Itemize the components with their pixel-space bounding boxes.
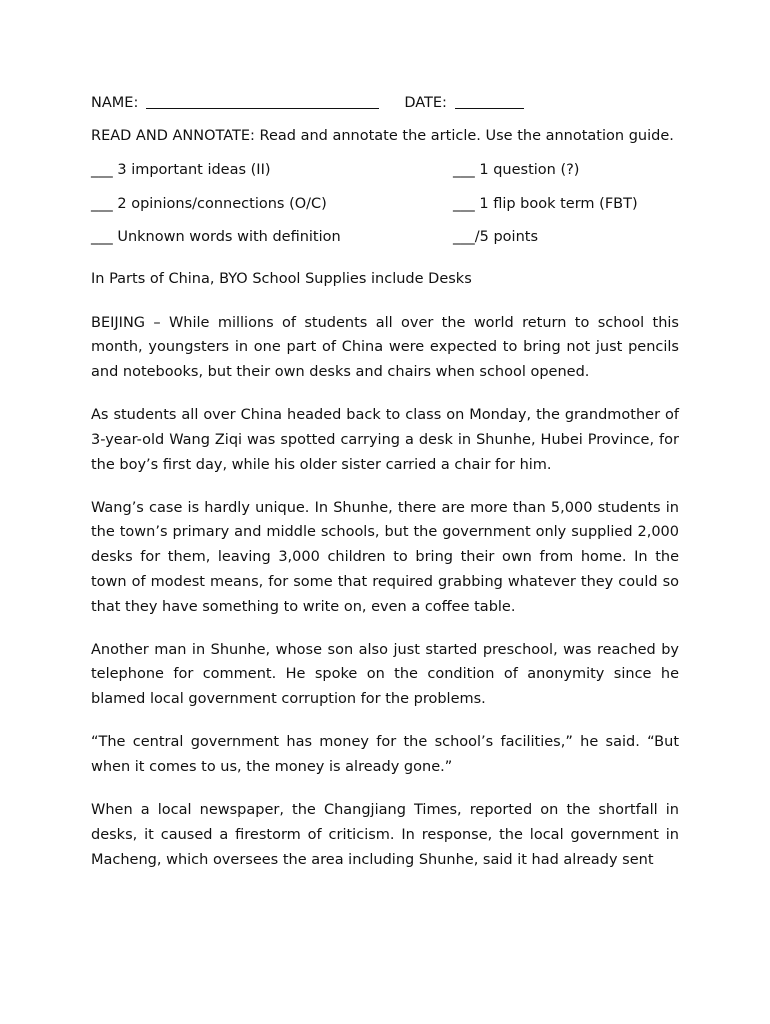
- guide-item: ___/5 points: [453, 229, 539, 245]
- article-paragraph: Another man in Shunhe, whose son also just started preschool, was reached by telephone for comment. He spoke on the condition of anonymity since he blamed local government corruption for the problems.: [91, 641, 679, 708]
- date-label: DATE:: [404, 95, 447, 111]
- guide-item: ___ 3 important ideas (II): [91, 162, 271, 178]
- article-paragraph: When a local newspaper, the Changjiang Times, reported on the shortfall in desks, it caused a firestorm of criticism. In response, the local government in Macheng, which oversees the area including Shunhe, said it had already sent: [91, 802, 679, 868]
- article-paragraph: As students all over China headed back to class on Monday, the grandmother of 3-year-old Wang Ziqi was spotted carrying a desk in Shunhe, Hubei Province, for the boy’s first day, while his older sister carried a chair for him.: [91, 407, 679, 473]
- guide-item: ___ 2 opinions/connections (O/C): [91, 195, 327, 212]
- name-date-header: [91, 92, 679, 114]
- guide-item: ___ 1 flip book term (FBT): [453, 195, 638, 212]
- worksheet-page: [91, 92, 679, 872]
- article-paragraph: BEIJING – While millions of students all over the world return to school this month, youngsters in one part of China were expected to bring not just pencils and notebooks, but their own desks and chairs when school opened.: [91, 314, 679, 380]
- guide-row: [91, 159, 679, 193]
- name-blank-line: [146, 94, 379, 109]
- guide-item: ___ Unknown words with definition: [91, 229, 341, 245]
- article-title: In Parts of China, BYO School Supplies include Desks: [91, 270, 472, 287]
- guide-item: ___ 1 question (?): [453, 162, 580, 178]
- guide-row: [91, 193, 679, 227]
- name-label: NAME:: [91, 95, 139, 111]
- article-paragraph: Wang’s case is hardly unique. In Shunhe, there are more than 5,000 students in the town’s primary and middle schools, but the government only supplied 2,000 desks for them, leaving 3,000 children to bring their own from home. In the town of modest means, for some that required grabbing whatever they could so that they have something to write on, even a coffee table.: [91, 499, 679, 615]
- date-blank-line: [455, 94, 524, 109]
- article-body: [91, 311, 679, 873]
- instructions-text: READ AND ANNOTATE: Read and annotate the article. Use the annotation guide.: [91, 128, 674, 144]
- annotation-guide: [91, 159, 679, 260]
- guide-row: [91, 226, 679, 260]
- article-paragraph: “The central government has money for the school’s facilities,” he said. “But when it comes to us, the money is already gone.”: [91, 734, 679, 776]
